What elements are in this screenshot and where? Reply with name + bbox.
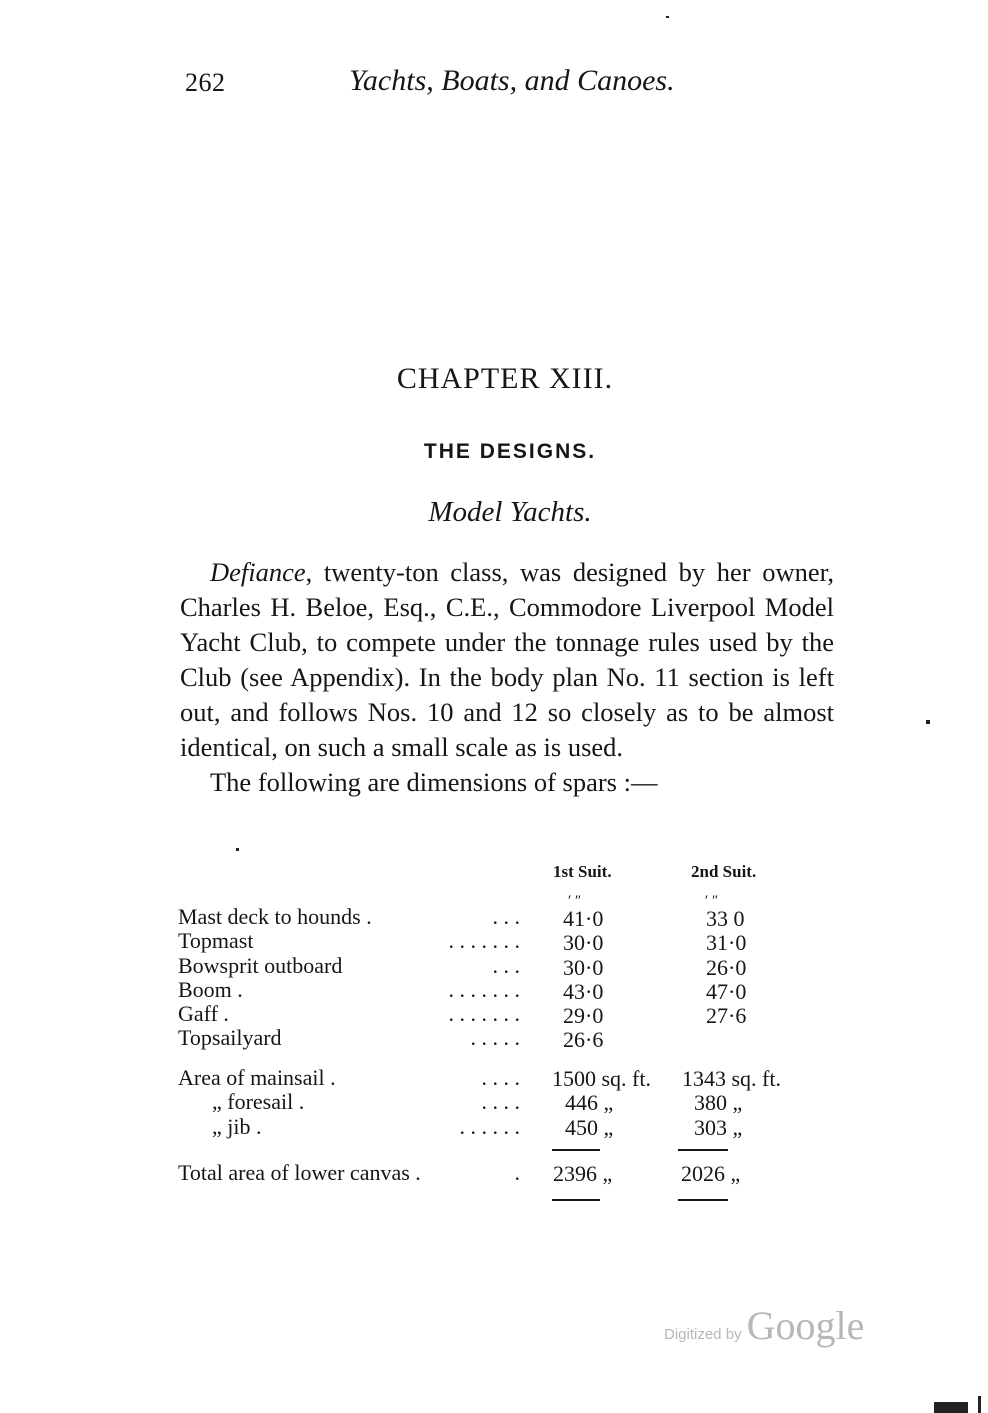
row-value-second: 33 0 [706,906,745,931]
unit-mark-second: ′ ″ [704,893,718,909]
row-leader: . . . . . . . [448,977,520,1002]
row-value-first: 26·6 [563,1027,604,1052]
row-value-second: 303 „ [694,1115,743,1140]
row-value-second: 1343 sq. ft. [682,1066,781,1091]
section-heading: THE DESIGNS. [423,440,597,463]
row-label: Area of mainsail . [178,1065,336,1090]
running-title: Yachts, Boats, and Canoes. [349,64,675,97]
row-leader: . . . . . . [459,1114,520,1139]
row-label: „ jib . [212,1114,262,1139]
row-leader: . . . . [481,1089,520,1114]
row-label: Bowsprit outboard [178,953,343,978]
row-value-first: 450 „ [565,1115,614,1140]
scan-speck [236,848,239,851]
row-label: Topsailyard [178,1025,282,1050]
yacht-name: Defiance [210,557,306,587]
row-value-first: 43·0 [563,979,604,1004]
column-header-first-suit: 1st Suit. [553,862,612,881]
scan-edge [934,1402,968,1413]
row-label: Topmast [178,928,254,953]
row-value-first: 1500 sq. ft. [552,1066,651,1091]
unit-mark-first: ′ ″ [567,893,581,909]
row-value-second: 2026 „ [681,1161,741,1186]
row-label: Total area of lower canvas . [178,1160,421,1185]
digitized-watermark [664,1302,864,1349]
row-value-second: 26·0 [706,955,747,980]
column-header-second-suit: 2nd Suit. [691,862,757,881]
row-leader: . . . [492,953,520,978]
scan-edge [978,1396,981,1413]
row-value-second: 47·0 [706,979,747,1004]
row-label: Gaff . [178,1001,229,1026]
watermark-prefix: Digitized by [664,1326,742,1343]
sum-rule-second [678,1149,728,1151]
row-leader: . . . . [481,1065,520,1090]
row-value-second: 380 „ [694,1090,743,1115]
row-label: Boom . [178,977,243,1002]
scan-speck [926,720,930,724]
google-logo: Google [746,1303,865,1348]
row-value-second: 31·0 [706,930,747,955]
row-leader: . . . [492,904,520,929]
row-value-second: 27·6 [706,1003,747,1028]
row-leader: . . . . . . . [448,928,520,953]
row-value-first: 29·0 [563,1003,604,1028]
subsection-heading: Model Yachts. [428,496,592,528]
chapter-heading: CHAPTER XIII. [396,362,614,395]
row-value-first: 41·0 [563,906,604,931]
row-leader: . . . . . . . [448,1001,520,1026]
row-label: Mast deck to hounds . [178,904,372,929]
sum-rule-first [552,1149,600,1151]
row-value-first: 2396 „ [553,1161,613,1186]
scan-speck [666,16,669,18]
row-value-first: 30·0 [563,955,604,980]
row-value-first: 446 „ [565,1090,614,1115]
paragraph-1-text: , twenty-ton class, was designed by her owner, Charles H. Beloe, Esq., C.E., Commodore Liverpool Model Yacht Club, to compete under the tonnage rules used by the Club (see Appendix). In the body plan No. 11 section is left out, and follows Nos. 10 and 12 so closely as to be almost identical, on such a small scale as is used. [180,557,834,762]
row-value-first: 30·0 [563,930,604,955]
row-leader: . [514,1160,520,1185]
total-rule-first [552,1199,600,1201]
page-number: 262 [185,68,226,97]
total-rule-second [678,1199,728,1201]
row-leader: . . . . . [470,1025,520,1050]
paragraph-2: The following are dimensions of spars :— [210,767,658,797]
row-label: „ foresail . [212,1089,305,1114]
